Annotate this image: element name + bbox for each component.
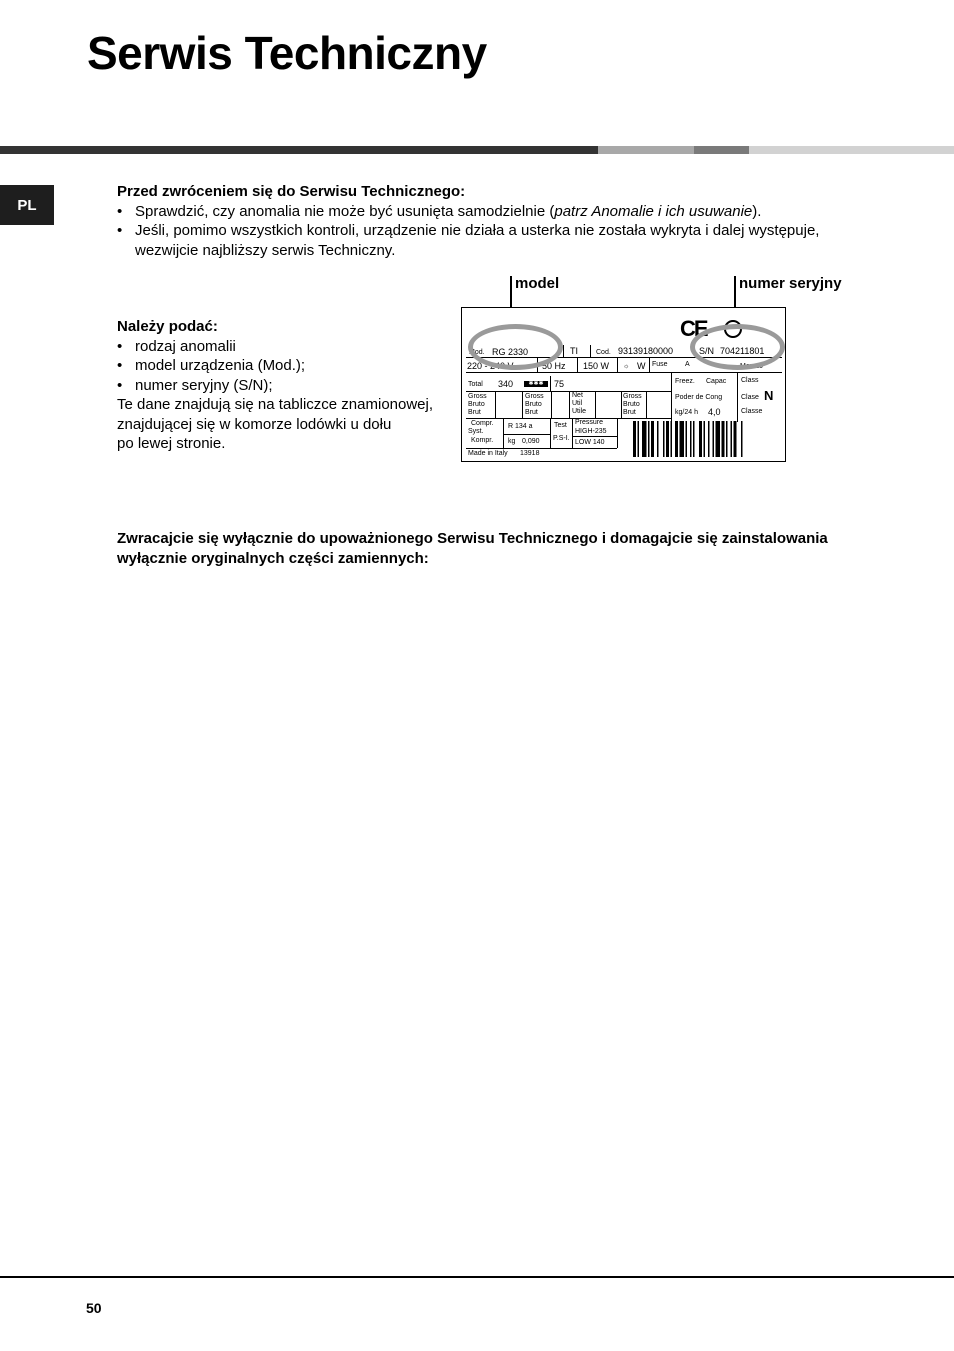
intro-bullet-1-end: ).: [752, 202, 762, 220]
low-value: LOW 140: [575, 439, 605, 446]
serial-highlight-ring: [690, 324, 785, 370]
closing-line-1: Zwracajcie się wyłącznie do upoważnionego Serwisu Technicznego i domagajcie się zainstalowania: [117, 530, 828, 547]
max-label: Max 15: [740, 363, 763, 370]
capac-label: Capac: [706, 378, 727, 385]
intro-bullet-2-line-1: • Jeśli, pomimo wszystkich kontroli, urządzenie nie działa a usterka nie została wykryta i dalej występuje,: [135, 222, 820, 239]
provide-note-line-1: Te dane znajdują się na tabliczce znamionowej,: [117, 396, 434, 413]
header-bar-light: [749, 146, 954, 154]
kg-value: 0,090: [522, 438, 540, 445]
star-rating-icon: ✱✱✱: [524, 381, 548, 387]
provide-heading: Należy podać:: [117, 318, 218, 335]
compr-label: Compr.: [471, 420, 494, 427]
kg24-value: 4,0: [708, 407, 721, 417]
util-label: Util: [572, 400, 583, 407]
high-value: HIGH-235: [575, 428, 607, 435]
fuse-label: Fuse: [652, 361, 668, 368]
bruto-label-1: Bruto: [468, 401, 485, 408]
provide-note-line-3: po lewej stronie.: [117, 435, 226, 452]
provide-item: • model urządzenia (Mod.);: [117, 356, 457, 376]
refrigerant-value: R 134 a: [508, 423, 533, 430]
star-value: 75: [554, 379, 565, 389]
syst-label: Syst.: [468, 428, 484, 435]
header-bar-mid: [598, 146, 694, 154]
gross-label-2: Gross: [525, 393, 544, 400]
lamp-icon: ☼: [623, 363, 630, 370]
sn-value: 704211801: [720, 346, 765, 356]
class-label: Class: [741, 377, 759, 384]
voltage-value: 220 - 240 V~: [467, 361, 519, 371]
provide-note-line-2: znajdującej się w komorze lodówki u dołu: [117, 415, 392, 433]
classe-label: Classe: [741, 408, 763, 415]
hz-value: 50 Hz: [542, 361, 566, 371]
mod-label: Mod.: [469, 349, 485, 356]
cod-label: Cod.: [596, 349, 611, 356]
poder-label: Poder de Cong: [675, 394, 723, 401]
made-in-label: Made in Italy: [468, 450, 508, 457]
serial-callout-label: numer seryjny: [739, 275, 842, 292]
provide-item: • rodzaj anomalii: [117, 337, 457, 357]
gross-label-1: Gross: [468, 393, 487, 400]
brut-label-3: Brut: [623, 409, 636, 416]
intro-bullet-1: [117, 202, 897, 222]
header-bar-dark: [0, 146, 598, 154]
total-value: 340: [498, 379, 514, 389]
clase-label: Clase: [741, 394, 759, 401]
closing-line-2: wyłącznie oryginalnych części zamiennych:: [117, 549, 429, 567]
intro-heading: Przed zwróceniem się do Serwisu Technicznego:: [117, 183, 466, 200]
intro-bullet-2-line-2: wezwijcie najbliższy serwis Techniczny.: [135, 241, 396, 259]
header-bar-mid-dark: [694, 146, 749, 154]
intro-bullet-2: [117, 221, 897, 260]
bruto-label-3: Bruto: [623, 401, 640, 408]
intro-bullet-1-link-text: patrz Anomalie i ich usuwanie: [554, 202, 753, 220]
class-value: N: [764, 388, 774, 403]
made-code: 13918: [520, 450, 540, 457]
kg24-label: kg/24 h: [675, 409, 698, 416]
total-label: Total: [468, 381, 483, 388]
gross-label-3: Gross: [623, 393, 642, 400]
cod-value: 93139180000: [618, 346, 674, 356]
freez-label: Freez.: [675, 378, 695, 385]
psi-label: P.S-I.: [553, 435, 570, 442]
model-callout-label: model: [515, 275, 560, 292]
language-tab: PL: [0, 185, 54, 225]
net-label: Net: [572, 392, 583, 399]
provide-section: [117, 317, 457, 454]
bruto-label-2: Bruto: [525, 401, 542, 408]
ti-label: TI: [570, 346, 578, 356]
barcode: [633, 421, 781, 457]
brut-label-1: Brut: [468, 409, 481, 416]
sn-label: S/N: [699, 346, 715, 356]
page-number: 50: [86, 1300, 102, 1316]
footer-rule: [0, 1276, 954, 1278]
page-title: Serwis Techniczny: [87, 27, 487, 79]
power-value: 150 W: [583, 361, 610, 371]
brut-label-2: Brut: [525, 409, 538, 416]
provide-item: • numer seryjny (S/N);: [117, 376, 457, 396]
mod-value: RG 2330: [492, 347, 529, 357]
lamp-w: W: [637, 361, 646, 371]
intro-bullet-1-text: Sprawdzić, czy anomalia nie może być usunięta samodzielnie (: [135, 202, 555, 220]
kg-label: kg: [508, 438, 516, 445]
model-highlight-ring: [468, 324, 563, 370]
rating-plate: [461, 307, 786, 462]
utile-label: Utile: [572, 408, 587, 415]
closing-section: [117, 529, 907, 568]
ce-mark: CE: [680, 316, 707, 341]
kompr-label: Kompr.: [471, 437, 494, 444]
amp-label: A: [685, 361, 690, 368]
pressure-label: Pressure: [575, 419, 604, 426]
intro-section: [117, 182, 897, 260]
test-label: Test: [554, 422, 567, 429]
